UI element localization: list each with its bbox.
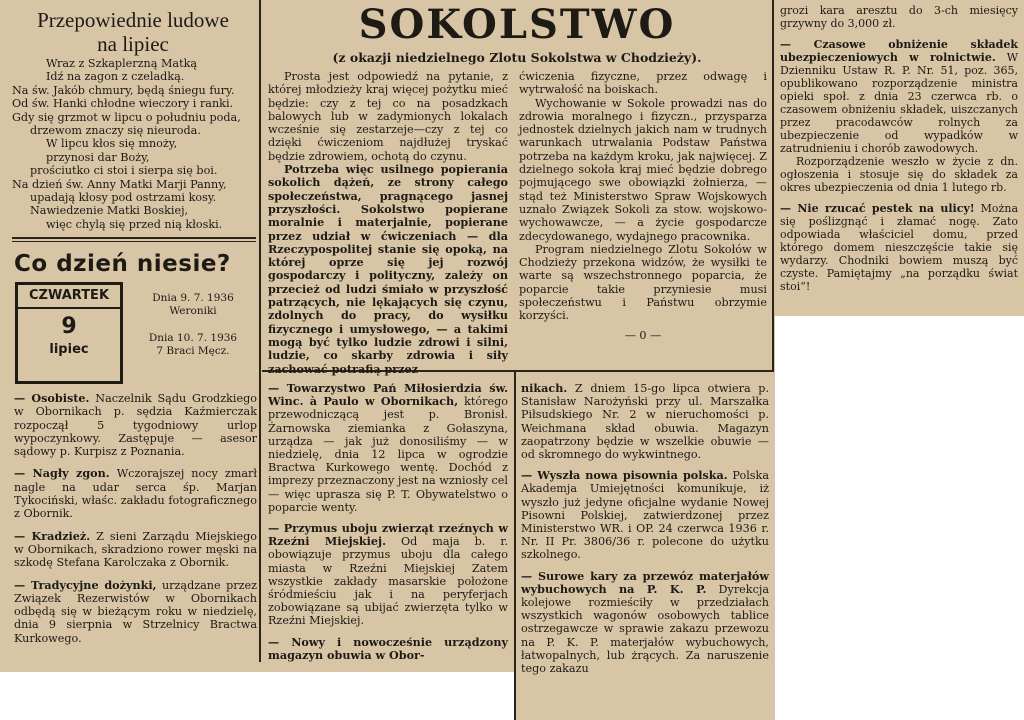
local-news <box>14 392 257 645</box>
news-body: Można się poślizgnąć i złamać nogę. Zato odpowiada właściciel domu, przed którego domem nieszczęście takie się wydarzy. Chodniki bowiem muszą być czyste. Pamiętajmy „na porządku świat stoi“! <box>780 202 1018 293</box>
poem-title-line: Przepowiednie ludowe <box>37 8 229 32</box>
article-separator: — 0 — <box>624 328 662 342</box>
news-title: Surowe kary za przewóz materjałów wybuchowych na P. K. P. <box>521 568 769 596</box>
news-title: Tradycyjne dożynki, <box>30 577 157 592</box>
section-rule <box>12 237 256 239</box>
right-column <box>780 4 1018 293</box>
name-days <box>132 292 254 358</box>
news-title: Przymus uboju zwierząt rzeźnych w Rzeźni Miejskiej. <box>268 521 508 549</box>
news-title: Osobiste. <box>31 391 90 405</box>
poem-line: Na św. Jakób chmury, będą śniegu fury. <box>12 83 235 97</box>
poem-line: Na dzień św. Anny Matki Marji Panny, <box>12 177 227 191</box>
paper-lower-strip <box>515 672 775 720</box>
poem-title-line: na lipiec <box>97 32 169 56</box>
poem-line: Nawiedzenie Matki Boskiej, <box>30 204 189 218</box>
column-rule <box>259 0 261 662</box>
article-column-2 <box>519 70 767 342</box>
poem-title <box>10 8 256 56</box>
daily-title: Co dzień niesie? <box>14 251 231 277</box>
date-line: Dnia 10. 7. 1936 <box>148 332 238 344</box>
poem-line: upadają kłosy pod ostrzami kosy. <box>30 191 217 205</box>
news-body: którego przewodniczącą jest p. Bronisł. Żarnowska ziemianka z Gołaszyna, urządza — jak już donosiliśmy — w niedzielę, dnia 12 lipca w ogrodzie Bractwa Kurkowego wentę. Dochód z imprezy przeznaczony jest na wzniosły cel — więc uprasza się P. T. Obywatelstwo o poparcie wenty. <box>268 395 508 514</box>
article-column-1 <box>268 70 508 376</box>
news-body: Wczorajszej nocy zmarł nagle na udar serca śp. Marjan Tykociński, właśc. zakładu fotograficznego z Obornik. <box>14 467 257 521</box>
section-rule <box>12 241 256 242</box>
news-item: — Nowy i nowocześnie urządzony magazyn obuwia w Obor- <box>268 634 508 662</box>
news-body: Z sieni Zarządu Miejskiego w Obornikach, skradziono rower męski na szkodę Stefana Karolczaka z Obornik. <box>14 529 257 570</box>
news-item: — Czasowe obniżenie składek ubezpieczeniowych w rolnictwie. W Dzienniku Ustaw R. P. Nr. 51, poz. 365, opublikowano rozporządzenie ministra opieki społ. z dnia 23 czerwca rb. o czasowem obniżeniu składek, uiszczanych przez pracodawców rolnych za ubezpieczenie od wypadków w zatrudnieniu i chorób zawodowych. <box>780 38 1018 155</box>
article-paragraph: ćwiczenia fizyczne, przez odwagę i wytrwałość na boiskach. <box>519 70 767 97</box>
poem-line: przynosi dar Boży, <box>46 150 150 164</box>
news-title: nikach. <box>521 381 568 395</box>
news-item: — Wyszła nowa pisownia polska. Polska Akademja Umiejętności komunikuje, iż wyszło już jedyne oficjalne wydanie Nowej Pisowni Polskiej, zatwierdzonej przez Ministerstwo WR. i OP. 24 czerwca 1936 r. Nr. II Pr. 3806/36 r. polecone do użytku szkolnego. <box>521 468 769 562</box>
news-title: Towarzystwo Pań Miłosierdzia św. Winc. à Paulo w Obornikach, <box>268 381 508 409</box>
lower-column-2 <box>521 382 769 675</box>
calendar-month: lipiec <box>49 342 89 357</box>
calendar-day: 9 <box>61 314 77 339</box>
poem-line: Od św. Hanki chłodne wieczory i ranki. <box>12 97 234 111</box>
news-body: Dyrekcja kolejowe rozmieściły w przedziałach wszystkich wagonów osobowych tablice ostrzegawcze w sprawie zakazu przewozu na P. K. P. materjałów wybuchowych, łatwopalnych, lub żrących. Za naruszenie tego zakazu <box>521 582 769 676</box>
news-body: Od maja b. r. obowiązuje przymus uboju dla całego miasta w Rzeźni Miejskiej Zatem wszystkie zakłady masarskie położone śródmieściu jak i na peryferjach zobowiązane są ubijać zwierzęta tylko w Rzeźni Miejskiej. <box>268 535 509 628</box>
article-paragraph: Prosta jest odpowiedź na pytanie, z której młodzieży kraj więcej pożytku mieć będzie: czy z tej co na posadzkach balowych lub w zadymionych lokalach wcześnie się zestarzeje—czy z tej co dzięki ćwiczeniom najdłużej tryskać będzie zdrowiem, ochotą do czynu. <box>268 70 508 163</box>
news-title: Kradzież. <box>31 528 91 543</box>
article-subtitle: (z okazji niedzielnego Zlotu Sokolstwa w Chodzieży). <box>332 50 702 65</box>
news-title: Nie rzucać pestek na ulicy! <box>797 202 975 215</box>
news-item: — Osobiste. Naczelnik Sądu Grodzkiego w Obornikach p. sędzia Kaźmierczak rozpoczął 5 tygodniowy urlop wypoczynkowy. Zastępuje — asesor sądowy p. Kurpisz z Poznania. <box>14 391 257 459</box>
news-item: — Tradycyjne dożynki, urządzane przez Związek Rezerwistów w Obornikach odbędą się w bieżącym roku w niedzielę, dnia 9 sierpnia w Strzelnicy Bractwa Kurkowego. <box>14 577 257 645</box>
news-title: Nowy i nowocześnie urządzony magazyn obuwia w Obor- <box>268 634 508 662</box>
news-title: Czasowe obniżenie składek ubezpieczeniowych w rolnictwie. <box>780 38 1018 64</box>
poem-line: Gdy się grzmot w lipcu o południu poda, <box>12 110 241 124</box>
continued-text: grozi kara aresztu do 3-ch miesięcy grzywny do 3,000 zł. <box>780 4 1018 30</box>
news-body: W Dzienniku Ustaw R. P. Nr. 51, poz. 365, opublikowano rozporządzenie ministra opieki społ. z dnia 23 czerwca rb. o czasowem obniżeniu składek, uiszczanych przez pracodawców rolnych za ubezpieczenie od wypadków w zatrudnieniu i chorób zawodowych. <box>780 51 1018 155</box>
news-item <box>521 382 769 461</box>
calendar-weekday: CZWARTEK <box>18 285 120 309</box>
poem <box>12 57 256 231</box>
news-body: urządzane przez Związek Rezerwistów w Obornikach odbędą się w bieżącym roku w niedzielę, dnia 9 sierpnia w Strzelnicy Bractwa Kurkowego. <box>14 578 257 645</box>
news-body: Rozporządzenie weszło w życie z dn. ogłoszenia i stosuje się do składek za okres ubezpieczenia od dnia 1 lutego rb. <box>780 155 1018 194</box>
news-item: — Nagły zgon. Wczorajszej nocy zmarł nagle na udar serca śp. Marjan Tykociński, właśc. zakładu fotograficznego z Obornik. <box>14 466 257 521</box>
news-body: Z dniem 15-go lipca otwiera p. Stanisław Narożyński przy ul. Marszałka Piłsudskiego Nr. 2 w nieruchomości p. Weichmana skład obuwia. Magazyn zaopatrzony będzie w wszelkie obuwie — od skromnego do wykwintnego. <box>521 382 769 462</box>
poem-line: Wraz z Szkaplerzną Matką <box>46 57 198 70</box>
poem-line: prościutko ci stoi i sierpa się boi. <box>30 164 218 178</box>
date-line: Dnia 9. 7. 1936 <box>152 292 234 304</box>
news-item: — Towarzystwo Pań Miłosierdzia św. Winc. à Paulo w Obornikach, którego przewodniczącą jest p. Bronisł. Żarnowska ziemianka z Gołaszyna, urządza — jak już donosiliśmy — w niedzielę, dnia 12 lipca w ogrodzie Bractwa Kurkowego wentę. Dochód z imprezy przeznaczony jest na wzniosły cel — więc uprasza się P. T. Obywatelstwo o poparcie wenty. <box>268 381 508 514</box>
article-paragraph: Wychowanie w Sokole prowadzi nas do zdrowia moralnego i fizyczn., przysparza jednostek dzielnych jakich nam w trudnych warunkach utrwalania Podstaw Państwa potrzeba na każdym kroku, jak najwięcej. Z dzielnego sokoła kraj mieć będzie dobrego pojmującego swe obowiązki żołnierza, — stąd też Ministerstwo Spraw Wojskowych uznało Związek Sokoli za stow. wojskowo-wychowawcze, — a życie gospodarcze zdecydowanego, wydajnego pracownika. <box>519 96 767 243</box>
calendar-sheet <box>15 282 123 384</box>
news-title: Wyszła nowa pisownia polska. <box>537 468 728 483</box>
name-day: 7 Braci Męcz. <box>156 345 230 357</box>
poem-line: W lipcu kłos się mnoży, <box>46 137 178 151</box>
poem-line: drzewom znaczy się nieuroda. <box>30 124 201 138</box>
lower-column-1 <box>268 382 508 662</box>
news-item: — Surowe kary za przewóz materjałów wybuchowych na P. K. P. Dyrekcja kolejowe rozmieściły w przedziałach wszystkich wagonów osobowych tablice ostrzegawcze w sprawie zakazu przewozu na P. K. P. materjałów wybuchowych, łatwopalnych, lub żrących. Za naruszenie tego zakazu <box>521 568 769 676</box>
news-item: — Kradzież. Z sieni Zarządu Miejskiego w Obornikach, skradziono rower męski na szkodę Stefana Karolczaka z Obornik. <box>14 528 257 570</box>
news-item: — Nie rzucać pestek na ulicy! Można się poślizgnąć i złamać nogę. Zato odpowiada właściciel domu, przed którego domem nieszczęście takie się wydarzy. Chodniki bowiem muszą być czyste. Pamiętajmy „na porządku świat stoi“! <box>780 202 1018 293</box>
article-paragraph: Potrzeba więc usilnego popierania sokolich dążeń, ze strony całego społeczeństwa, pragnącego jasnej przyszłości. Sokolstwo popierane moralnie i materjalnie, popierane przez udział w ćwiczeniach — dla Rzeczypospolitej stanie się opoką, na której oprze się jej rozwój gospodarczy i polityczny, zależy on przecież od ludzi śmiało w przyszłość patrzących, nie lękających się czynu, zdolnych do pracy, do wysiłku fizycznego i umysłowego, — a takimi mogą być tylko ludzie zdrowi i silni, ludzie, co skarby zdrowia i siły zachować potrafią przez <box>268 162 508 376</box>
poem-line: więc chylą się przed nią kłoski. <box>46 217 223 231</box>
column-rule <box>514 372 516 720</box>
article-paragraph: Program niedzielnego Zlotu Sokołów w Chodzieży przekona widzów, że wysiłki te warte są wszechstronnego poparcia, że poparcie takie przyniesie musi społeczeństwu i Państwu obrzymie korzyści. <box>519 242 767 323</box>
news-body: Polska Akademja Umiejętności komunikuje, iż wyszło już jedyne oficjalne wydanie Nowej Pisowni Polskiej, zatwierdzonej przez Ministerstwo WR. i OP. 24 czerwca 1936 r. Nr. II Pr. 3806/36 r. polecone do użytku szkolnego. <box>521 469 769 562</box>
poem-line: Idź na zagon z czeladką. <box>46 70 185 84</box>
news-item: — Przymus uboju zwierząt rzeźnych w Rzeźni Miejskiej. Od maja b. r. obowiązuje przymus uboju dla całego miasta w Rzeźni Miejskiej Zatem wszystkie zakłady masarskie położone śródmieściu jak i na peryferjach zobowiązane są ubijać zwierzęta tylko w Rzeźni Miejskiej. <box>268 521 509 628</box>
column-rule <box>772 0 774 372</box>
news-body: Naczelnik Sądu Grodzkiego w Obornikach p. sędzia Kaźmierczak rozpoczął 5 tygodniowy urlop wypoczynkowy. Zastępuje — asesor sądowy p. Kurpisz z Poznania. <box>14 392 257 459</box>
article-headline: SOKOLSTWO <box>358 1 676 48</box>
name-day: Weroniki <box>169 305 217 317</box>
news-title: Nagły zgon. <box>32 466 110 481</box>
